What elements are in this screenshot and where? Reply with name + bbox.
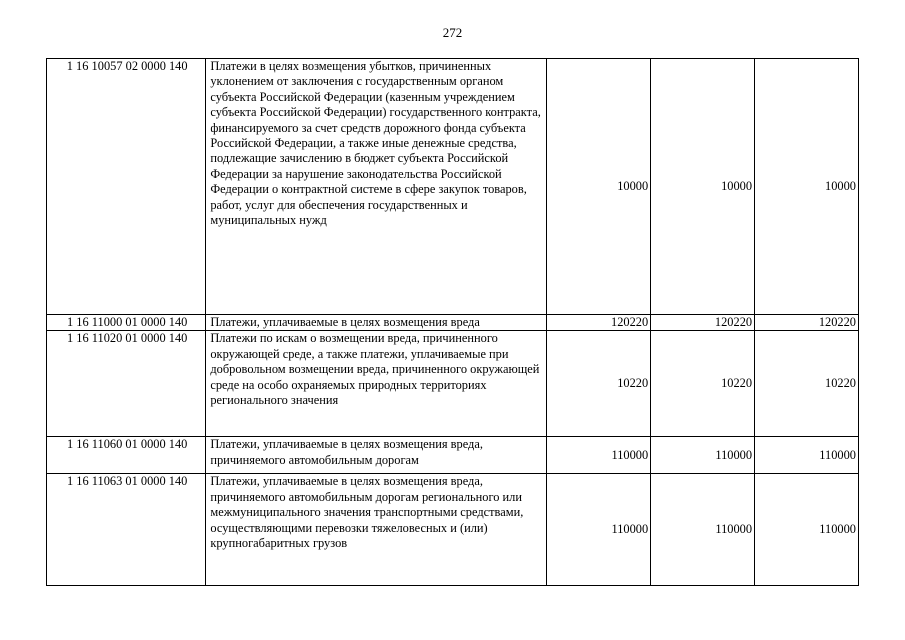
budget-classification-code: 1 16 11063 01 0000 140 — [47, 474, 206, 586]
amount-second-year: 120220 — [651, 315, 755, 331]
revenue-name: Платежи в целях возмещения убытков, причиненных уклонением от заключения с государственным органом субъекта Российской Федерации (казенным учреждением субъекта Российской Федерации) государственного контракта, финансируемого за счет средств дорожного фонда субъекта Российской Федерации, а также иные денежные средства, подлежащие зачислению в бюджет субъекта Российской Федерации за нарушение законодательства Российской Федерации о контрактной системе в сфере закупок товаров, работ, услуг для обеспечения государственных и муниципальных нужд — [206, 59, 547, 315]
revenue-name: Платежи по искам о возмещении вреда, причиненного окружающей среде, а также платежи, уплачиваемые при добровольном возмещении вреда, причиненного окружающей среде на особо охраняемых природных территориях регионального значения — [206, 331, 547, 437]
page-number: 272 — [442, 25, 463, 40]
table-row — [47, 437, 859, 474]
amount-first-year: 120220 — [547, 315, 651, 331]
amount-second-year: 10000 — [651, 59, 755, 315]
revenue-name: Платежи, уплачиваемые в целях возмещения вреда, причиняемого автомобильным дорогам регионального или межмуниципального значения транспортными средствами, осуществляющими перевозки тяжеловесных и (или) крупногабаритных грузов — [206, 474, 547, 586]
table-row — [47, 331, 859, 437]
amount-first-year: 10000 — [547, 59, 651, 315]
amount-third-year: 110000 — [755, 437, 859, 474]
revenue-name: Платежи, уплачиваемые в целях возмещения вреда, причиняемого автомобильным дорогам — [206, 437, 547, 474]
budget-classification-code: 1 16 11000 01 0000 140 — [47, 315, 206, 331]
amount-second-year: 110000 — [651, 437, 755, 474]
table-row — [47, 59, 859, 315]
budget-revenue-table — [46, 58, 859, 586]
amount-third-year: 110000 — [755, 474, 859, 586]
budget-classification-code: 1 16 11060 01 0000 140 — [47, 437, 206, 474]
table-row — [47, 474, 859, 586]
amount-third-year: 10220 — [755, 331, 859, 437]
amount-second-year: 10220 — [651, 331, 755, 437]
amount-third-year: 120220 — [755, 315, 859, 331]
amount-first-year: 110000 — [547, 474, 651, 586]
revenue-name: Платежи, уплачиваемые в целях возмещения вреда — [206, 315, 547, 331]
budget-classification-code: 1 16 11020 01 0000 140 — [47, 331, 206, 437]
amount-first-year: 110000 — [547, 437, 651, 474]
table-row — [47, 315, 859, 331]
budget-classification-code: 1 16 10057 02 0000 140 — [47, 59, 206, 315]
amount-third-year: 10000 — [755, 59, 859, 315]
amount-second-year: 110000 — [651, 474, 755, 586]
amount-first-year: 10220 — [547, 331, 651, 437]
